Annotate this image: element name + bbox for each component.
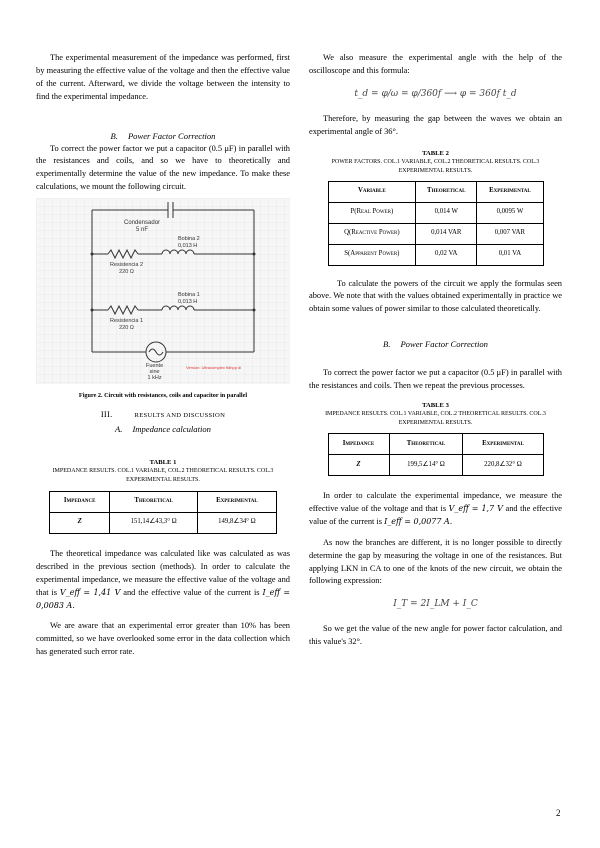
equation: I_T = 2I_LM + I_C — [393, 599, 478, 610]
table-header: Impedance — [328, 433, 389, 454]
paragraph: To correct the power factor we put a capacitor (0.5 μF) in parallel with the resistances and coils, and so we have to theoretically and experimentally determine the value of the new impedance. To make these calculations, we mount the following circuit. — [36, 143, 290, 192]
paragraph: We also measure the experimental angle with the help of the oscilloscope and this formula: — [309, 53, 562, 75]
label-resistor-1: Resistencia 1 220 Ω — [110, 318, 144, 331]
paragraph: In order to calculate the experimental impedance, we measure the effective value of the voltage and that is V_eff = 1,7 V and the effective value of the current is I_eff = 0,0077 A. — [309, 490, 563, 526]
section-heading: B. Power Factor Correction — [110, 130, 216, 141]
paragraph: The theoretical impedance was calculated like was calculated as was described in the previous section (methods). In order to calculate the experimental impedance, we measure the effective value of the voltage and that is V_eff = 1,41 V and the effective value of the current is I_eff = 0,0083 A. — [36, 548, 291, 610]
table-caption: TABLE 2 POWER FACTORS. COL.1 VARIABLE, COL.2 THEORETICAL RESULTS. COL.3 EXPERIMENTAL RESULTS. — [331, 149, 540, 174]
table-row: Z 199,5∠14° Ω 220,8∠32° Ω — [328, 454, 543, 475]
impedance-table — [49, 491, 277, 534]
paragraph: Therefore, by measuring the gap between the waves we obtain an experimental angle of 36°. — [309, 113, 562, 136]
section-heading: III. RESULTS AND DISCUSSION — [100, 410, 226, 420]
page-number: 2 — [556, 808, 561, 818]
table-header: Experimental — [197, 491, 276, 512]
table-row: P(Real Power) 0,014 W 0,0095 W — [328, 202, 543, 223]
circuit-figure — [36, 198, 290, 384]
subsection-heading: A. Impedance calculation — [115, 423, 211, 434]
table-row: Z 151,14∠43,3° Ω 149,8∠34° Ω — [50, 512, 277, 533]
table-header: Experimental — [463, 433, 543, 454]
paragraph: The experimental measurement of the impedance was performed, first by measuring the effective value of the voltage and then the effective value of the current. Afterward, we divide the voltage between the intensity to find the experimental impedance. — [36, 53, 290, 101]
label-capacitor: Condensador 5 nF — [124, 220, 161, 234]
figure-caption: Figure 2. Circuit with resistances, coils and capacitor in parallel — [78, 392, 248, 400]
table-caption: TABLE 1 IMPEDANCE RESULTS. COL.1 VARIABLE, COL.2 THEORETICAL RESULTS. COL.3 EXPERIMENTAL RESULTS. — [52, 458, 274, 483]
paragraph: To calculate the powers of the circuit we apply the formulas seen above. We note that with the values obtained experimentally in practice we obtain some values of power similar to those calculated theoretically. — [309, 278, 562, 314]
paragraph: We are aware that an experimental error greater than 10% has been committed, so we have overlooked some error in the data collection which has generated such error rate. — [36, 621, 290, 657]
circuit-diagram — [36, 198, 290, 384]
left-column — [36, 52, 290, 659]
label-resistor-2: Resistencia 2 220 Ω — [110, 262, 144, 275]
right-column — [309, 52, 562, 649]
label-coil-2: Bobina 2 0,013 H — [178, 236, 200, 249]
table-caption: TABLE 3 IMPEDANCE RESULTS. COL.1 VARIABLE, COL.2 THEORETICAL RESULTS. COL.3 EXPERIMENTAL RESULTS. — [325, 401, 546, 426]
table-header: Experimental — [477, 181, 543, 202]
table-row: S(Apparent Power) 0,02 VA 0,01 VA — [328, 244, 543, 265]
label-source: Fuente sine 1 kHz — [146, 363, 164, 382]
table-header: Theoretical — [389, 433, 463, 454]
table-row: Q(Reactive Power) 0,014 VAR 0,007 VAR — [328, 223, 543, 244]
paragraph: As now the branches are different, it is no longer possible to directly determine the gap by measuring the voltage in one of the resistances. But applying LKN in CA to one of the knots of the new circuit, we obtain the following expression: — [309, 537, 562, 586]
impedance-table-2 — [328, 433, 544, 476]
table-header: Impedance — [50, 491, 110, 512]
paragraph: To correct the power factor we put a capacitor (0.5 μF) in parallel with the resistances and coils. Then we repeat the previous processes. — [309, 368, 562, 391]
watermark: Version: Ultracomplex fidhpp di — [186, 365, 242, 371]
paragraph: So we get the value of the new angle for power factor calculation, and this value's 32°. — [309, 624, 562, 647]
table-header: Theoretical — [416, 181, 477, 202]
table-header: Variable — [328, 181, 416, 202]
section-heading: B. Power Factor Correction — [383, 339, 488, 350]
table-header: Theoretical — [110, 491, 197, 512]
equation: t_d = φ/ω = φ/360f ⟶ φ = 360f t_d — [354, 88, 517, 99]
power-table — [328, 181, 544, 266]
label-coil-1: Bobina 1 0,013 H — [178, 292, 200, 305]
